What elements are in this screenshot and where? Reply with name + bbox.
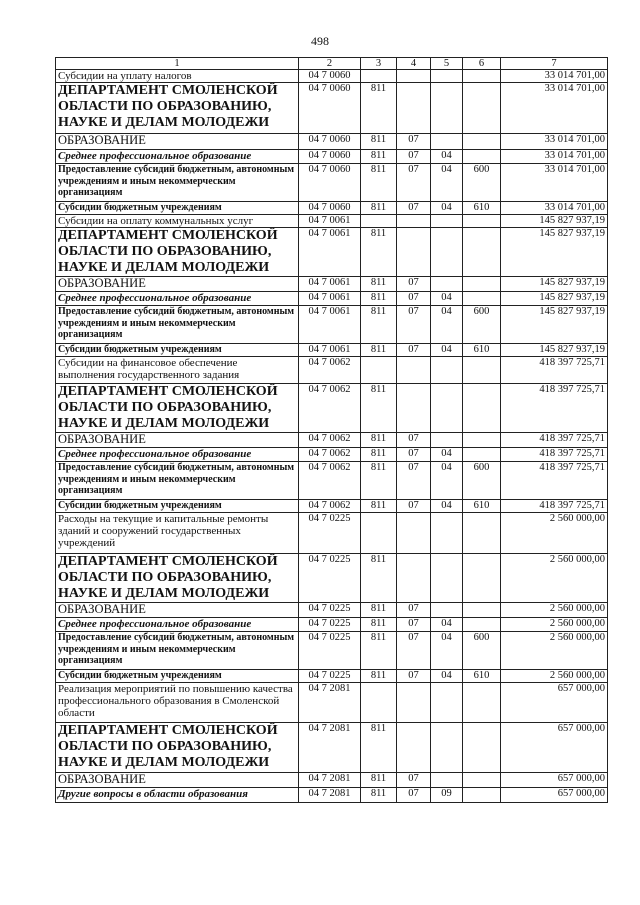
table-row	[56, 723, 608, 773]
row-amount: 33 014 701,00	[501, 164, 608, 202]
row-name: Субсидии на уплату налогов	[56, 70, 299, 83]
row-target-article: 04 7 0225	[299, 554, 361, 603]
row-ministry: 811	[361, 788, 397, 803]
row-target-article: 04 7 0061	[299, 306, 361, 344]
row-target-article: 04 7 0062	[299, 462, 361, 500]
row-subsection: 04	[431, 306, 463, 344]
row-subsection: 04	[431, 632, 463, 670]
row-ministry: 811	[361, 164, 397, 202]
row-expense-type: 610	[463, 344, 501, 357]
row-section: 07	[397, 164, 431, 202]
row-amount: 33 014 701,00	[501, 83, 608, 134]
row-target-article: 04 7 2081	[299, 683, 361, 723]
row-section	[397, 683, 431, 723]
row-section	[397, 228, 431, 277]
row-subsection: 04	[431, 344, 463, 357]
row-expense-type: 600	[463, 462, 501, 500]
row-target-article: 04 7 0062	[299, 448, 361, 462]
header-section: 4	[397, 58, 431, 70]
row-amount: 2 560 000,00	[501, 632, 608, 670]
row-subsection: 04	[431, 164, 463, 202]
row-amount: 33 014 701,00	[501, 134, 608, 150]
row-section	[397, 384, 431, 433]
row-ministry	[361, 683, 397, 723]
table-row	[56, 150, 608, 164]
table-row	[56, 277, 608, 292]
row-amount: 145 827 937,19	[501, 228, 608, 277]
row-expense-type: 600	[463, 306, 501, 344]
table-row	[56, 618, 608, 632]
row-subsection	[431, 277, 463, 292]
row-amount: 2 560 000,00	[501, 513, 608, 554]
row-subsection: 04	[431, 670, 463, 683]
row-subsection	[431, 134, 463, 150]
row-ministry	[361, 357, 397, 384]
row-target-article: 04 7 0225	[299, 670, 361, 683]
table-row	[56, 164, 608, 202]
row-name: Расходы на текущие и капитальные ремонты зданий и сооружений государственных учреждений	[56, 513, 299, 554]
row-amount: 2 560 000,00	[501, 603, 608, 618]
row-subsection	[431, 723, 463, 773]
table-row	[56, 215, 608, 228]
row-expense-type	[463, 292, 501, 306]
row-name: Среднее профессиональное образование	[56, 292, 299, 306]
table-row	[56, 462, 608, 500]
row-target-article: 04 7 0061	[299, 215, 361, 228]
row-target-article: 04 7 0061	[299, 344, 361, 357]
row-ministry: 811	[361, 134, 397, 150]
row-target-article: 04 7 0225	[299, 618, 361, 632]
header-expense-type: 6	[463, 58, 501, 70]
row-section	[397, 513, 431, 554]
row-ministry: 811	[361, 228, 397, 277]
row-expense-type: 600	[463, 632, 501, 670]
row-ministry: 811	[361, 632, 397, 670]
row-expense-type	[463, 70, 501, 83]
header-target-article: 2	[299, 58, 361, 70]
row-name: Другие вопросы в области образования	[56, 788, 299, 803]
row-expense-type	[463, 683, 501, 723]
row-expense-type	[463, 603, 501, 618]
row-subsection: 04	[431, 202, 463, 215]
row-expense-type: 610	[463, 670, 501, 683]
row-section	[397, 554, 431, 603]
row-subsection: 04	[431, 500, 463, 513]
row-expense-type	[463, 134, 501, 150]
row-expense-type	[463, 618, 501, 632]
row-subsection	[431, 215, 463, 228]
row-expense-type	[463, 788, 501, 803]
row-section: 07	[397, 773, 431, 788]
table-row	[56, 683, 608, 723]
row-target-article: 04 7 2081	[299, 788, 361, 803]
table-header-row	[56, 58, 608, 70]
row-subsection	[431, 70, 463, 83]
table-row	[56, 83, 608, 134]
row-amount: 657 000,00	[501, 723, 608, 773]
row-target-article: 04 7 2081	[299, 773, 361, 788]
row-section: 07	[397, 277, 431, 292]
row-subsection	[431, 357, 463, 384]
row-section	[397, 215, 431, 228]
row-amount: 418 397 725,71	[501, 500, 608, 513]
row-section: 07	[397, 670, 431, 683]
row-name: ДЕПАРТАМЕНТ СМОЛЕНСКОЙ ОБЛАСТИ ПО ОБРАЗОВАНИЮ, НАУКЕ И ДЕЛАМ МОЛОДЕЖИ	[56, 723, 299, 773]
row-name: Предоставление субсидий бюджетным, автономным учреждениям и иным некоммерческим организациям	[56, 462, 299, 500]
row-section	[397, 357, 431, 384]
row-amount: 418 397 725,71	[501, 462, 608, 500]
row-name: Предоставление субсидий бюджетным, автономным учреждениям и иным некоммерческим организациям	[56, 632, 299, 670]
row-amount: 418 397 725,71	[501, 448, 608, 462]
row-target-article: 04 7 0062	[299, 384, 361, 433]
table-row	[56, 306, 608, 344]
table-row	[56, 500, 608, 513]
row-expense-type	[463, 554, 501, 603]
row-ministry: 811	[361, 306, 397, 344]
row-name: ОБРАЗОВАНИЕ	[56, 773, 299, 788]
row-name: ОБРАЗОВАНИЕ	[56, 603, 299, 618]
row-ministry: 811	[361, 292, 397, 306]
table-row	[56, 773, 608, 788]
row-name: ДЕПАРТАМЕНТ СМОЛЕНСКОЙ ОБЛАСТИ ПО ОБРАЗОВАНИЮ, НАУКЕ И ДЕЛАМ МОЛОДЕЖИ	[56, 83, 299, 134]
row-expense-type	[463, 357, 501, 384]
budget-table	[55, 57, 608, 803]
header-name: 1	[56, 58, 299, 70]
table-row	[56, 357, 608, 384]
table-row	[56, 554, 608, 603]
row-target-article: 04 7 0062	[299, 500, 361, 513]
row-subsection: 04	[431, 448, 463, 462]
row-subsection: 09	[431, 788, 463, 803]
row-expense-type	[463, 150, 501, 164]
row-amount: 418 397 725,71	[501, 433, 608, 448]
row-amount: 418 397 725,71	[501, 357, 608, 384]
table-row	[56, 788, 608, 803]
row-name: Среднее профессиональное образование	[56, 618, 299, 632]
row-name: ОБРАЗОВАНИЕ	[56, 277, 299, 292]
row-amount: 33 014 701,00	[501, 202, 608, 215]
row-ministry: 811	[361, 344, 397, 357]
row-expense-type	[463, 513, 501, 554]
row-section: 07	[397, 134, 431, 150]
row-name: Предоставление субсидий бюджетным, автономным учреждениям и иным некоммерческим организациям	[56, 164, 299, 202]
row-name: Субсидии бюджетным учреждениям	[56, 500, 299, 513]
row-ministry: 811	[361, 202, 397, 215]
row-amount: 2 560 000,00	[501, 670, 608, 683]
row-name: ОБРАЗОВАНИЕ	[56, 433, 299, 448]
row-name: Субсидии на оплату коммунальных услуг	[56, 215, 299, 228]
row-name: Среднее профессиональное образование	[56, 150, 299, 164]
row-subsection	[431, 83, 463, 134]
row-section	[397, 83, 431, 134]
table-row	[56, 134, 608, 150]
row-name: Субсидии бюджетным учреждениям	[56, 344, 299, 357]
row-amount: 418 397 725,71	[501, 384, 608, 433]
row-expense-type	[463, 277, 501, 292]
row-name: Субсидии бюджетным учреждениям	[56, 670, 299, 683]
row-target-article: 04 7 0060	[299, 164, 361, 202]
row-name: Субсидии на финансовое обеспечение выполнения государственного задания	[56, 357, 299, 384]
row-section: 07	[397, 292, 431, 306]
row-target-article: 04 7 0062	[299, 357, 361, 384]
row-section: 07	[397, 448, 431, 462]
row-subsection: 04	[431, 150, 463, 164]
row-ministry: 811	[361, 603, 397, 618]
row-target-article: 04 7 0225	[299, 513, 361, 554]
row-subsection: 04	[431, 618, 463, 632]
row-target-article: 04 7 0060	[299, 70, 361, 83]
table-row	[56, 384, 608, 433]
row-subsection	[431, 554, 463, 603]
row-ministry: 811	[361, 433, 397, 448]
row-amount: 657 000,00	[501, 683, 608, 723]
row-amount: 2 560 000,00	[501, 618, 608, 632]
row-name: Реализация мероприятий по повышению качества профессионального образования в Смоленской области	[56, 683, 299, 723]
row-target-article: 04 7 0061	[299, 277, 361, 292]
row-subsection	[431, 683, 463, 723]
header-ministry: 3	[361, 58, 397, 70]
row-section: 07	[397, 788, 431, 803]
row-name: ОБРАЗОВАНИЕ	[56, 134, 299, 150]
row-name: ДЕПАРТАМЕНТ СМОЛЕНСКОЙ ОБЛАСТИ ПО ОБРАЗОВАНИЮ, НАУКЕ И ДЕЛАМ МОЛОДЕЖИ	[56, 554, 299, 603]
row-expense-type	[463, 215, 501, 228]
row-subsection: 04	[431, 462, 463, 500]
table-row	[56, 433, 608, 448]
row-ministry: 811	[361, 448, 397, 462]
row-amount: 145 827 937,19	[501, 344, 608, 357]
table-row	[56, 448, 608, 462]
row-expense-type	[463, 83, 501, 134]
row-subsection	[431, 433, 463, 448]
row-name: ДЕПАРТАМЕНТ СМОЛЕНСКОЙ ОБЛАСТИ ПО ОБРАЗОВАНИЮ, НАУКЕ И ДЕЛАМ МОЛОДЕЖИ	[56, 228, 299, 277]
page-number: 498	[311, 34, 329, 48]
row-section	[397, 70, 431, 83]
row-amount: 657 000,00	[501, 788, 608, 803]
row-section: 07	[397, 344, 431, 357]
row-expense-type: 600	[463, 164, 501, 202]
table-row	[56, 292, 608, 306]
row-ministry: 811	[361, 500, 397, 513]
row-section: 07	[397, 618, 431, 632]
row-name: ДЕПАРТАМЕНТ СМОЛЕНСКОЙ ОБЛАСТИ ПО ОБРАЗОВАНИЮ, НАУКЕ И ДЕЛАМ МОЛОДЕЖИ	[56, 384, 299, 433]
row-section: 07	[397, 433, 431, 448]
row-ministry	[361, 215, 397, 228]
row-section: 07	[397, 150, 431, 164]
row-name: Предоставление субсидий бюджетным, автономным учреждениям и иным некоммерческим организациям	[56, 306, 299, 344]
row-target-article: 04 7 2081	[299, 723, 361, 773]
header-amount: 7	[501, 58, 608, 70]
row-target-article: 04 7 0061	[299, 292, 361, 306]
row-amount: 145 827 937,19	[501, 215, 608, 228]
table-row	[56, 228, 608, 277]
row-ministry: 811	[361, 773, 397, 788]
table-row	[56, 603, 608, 618]
row-expense-type	[463, 448, 501, 462]
row-subsection: 04	[431, 292, 463, 306]
row-ministry: 811	[361, 723, 397, 773]
table-row	[56, 344, 608, 357]
row-target-article: 04 7 0060	[299, 202, 361, 215]
row-target-article: 04 7 0060	[299, 150, 361, 164]
row-amount: 145 827 937,19	[501, 306, 608, 344]
row-section: 07	[397, 500, 431, 513]
row-ministry: 811	[361, 462, 397, 500]
row-amount: 33 014 701,00	[501, 150, 608, 164]
row-target-article: 04 7 0225	[299, 603, 361, 618]
row-subsection	[431, 603, 463, 618]
row-amount: 2 560 000,00	[501, 554, 608, 603]
row-section: 07	[397, 632, 431, 670]
table-row	[56, 70, 608, 83]
row-ministry: 811	[361, 670, 397, 683]
row-expense-type	[463, 723, 501, 773]
row-ministry: 811	[361, 554, 397, 603]
row-subsection	[431, 228, 463, 277]
row-amount: 145 827 937,19	[501, 277, 608, 292]
row-section: 07	[397, 306, 431, 344]
row-amount: 657 000,00	[501, 773, 608, 788]
header-subsection: 5	[431, 58, 463, 70]
table-body	[56, 70, 608, 803]
row-section: 07	[397, 462, 431, 500]
row-section: 07	[397, 603, 431, 618]
row-expense-type	[463, 384, 501, 433]
row-expense-type	[463, 228, 501, 277]
row-name: Среднее профессиональное образование	[56, 448, 299, 462]
row-amount: 33 014 701,00	[501, 70, 608, 83]
row-ministry	[361, 70, 397, 83]
row-name: Субсидии бюджетным учреждениям	[56, 202, 299, 215]
row-expense-type	[463, 773, 501, 788]
row-target-article: 04 7 0225	[299, 632, 361, 670]
table-row	[56, 670, 608, 683]
row-ministry: 811	[361, 384, 397, 433]
row-target-article: 04 7 0061	[299, 228, 361, 277]
row-section: 07	[397, 202, 431, 215]
row-expense-type	[463, 433, 501, 448]
row-amount: 145 827 937,19	[501, 292, 608, 306]
row-target-article: 04 7 0060	[299, 83, 361, 134]
row-subsection	[431, 513, 463, 554]
row-section	[397, 723, 431, 773]
table-row	[56, 513, 608, 554]
row-expense-type: 610	[463, 202, 501, 215]
row-ministry: 811	[361, 277, 397, 292]
row-target-article: 04 7 0060	[299, 134, 361, 150]
row-subsection	[431, 773, 463, 788]
row-expense-type: 610	[463, 500, 501, 513]
row-ministry: 811	[361, 150, 397, 164]
row-ministry: 811	[361, 618, 397, 632]
table-row	[56, 632, 608, 670]
row-subsection	[431, 384, 463, 433]
row-ministry: 811	[361, 83, 397, 134]
row-target-article: 04 7 0062	[299, 433, 361, 448]
table-row	[56, 202, 608, 215]
row-ministry	[361, 513, 397, 554]
